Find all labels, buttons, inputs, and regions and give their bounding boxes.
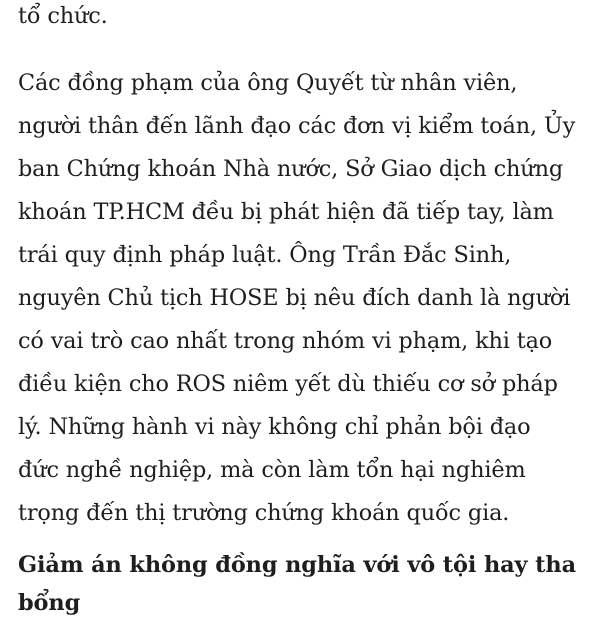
paragraph-line: ban Chứng khoán Nhà nước, Sở Giao dịch chứng: [18, 156, 564, 182]
paragraph-line: điều kiện cho ROS niêm yết dù thiếu cơ sở pháp: [18, 371, 558, 397]
paragraph-line: có vai trò cao nhất trong nhóm vi phạm, khi tạo: [18, 328, 553, 354]
paragraph-line: đức nghề nghiệp, mà còn làm tổn hại nghiêm: [18, 457, 526, 483]
paragraph-line: trọng đến thị trường chứng khoán quốc gia.: [18, 500, 510, 526]
paragraph-line: Các đồng phạm của ông Quyết từ nhân viên,: [18, 70, 518, 96]
paragraph-line: khoán TP.HCM đều bị phát hiện đã tiếp tay, làm: [18, 199, 554, 225]
previous-paragraph-end: tổ chức.: [18, 3, 108, 29]
section-heading-line: Giảm án không đồng nghĩa với vô tội hay tha: [18, 552, 576, 578]
paragraph-line: người thân đến lãnh đạo các đơn vị kiểm toán, Ủy: [18, 113, 576, 139]
paragraph-line: lý. Những hành vi này không chỉ phản bội đạo: [18, 414, 531, 440]
paragraph-line: trái quy định pháp luật. Ông Trần Đắc Sinh,: [18, 242, 512, 268]
paragraph-line: nguyên Chủ tịch HOSE bị nêu đích danh là người: [18, 285, 571, 311]
section-heading-line: bổng: [18, 590, 81, 616]
